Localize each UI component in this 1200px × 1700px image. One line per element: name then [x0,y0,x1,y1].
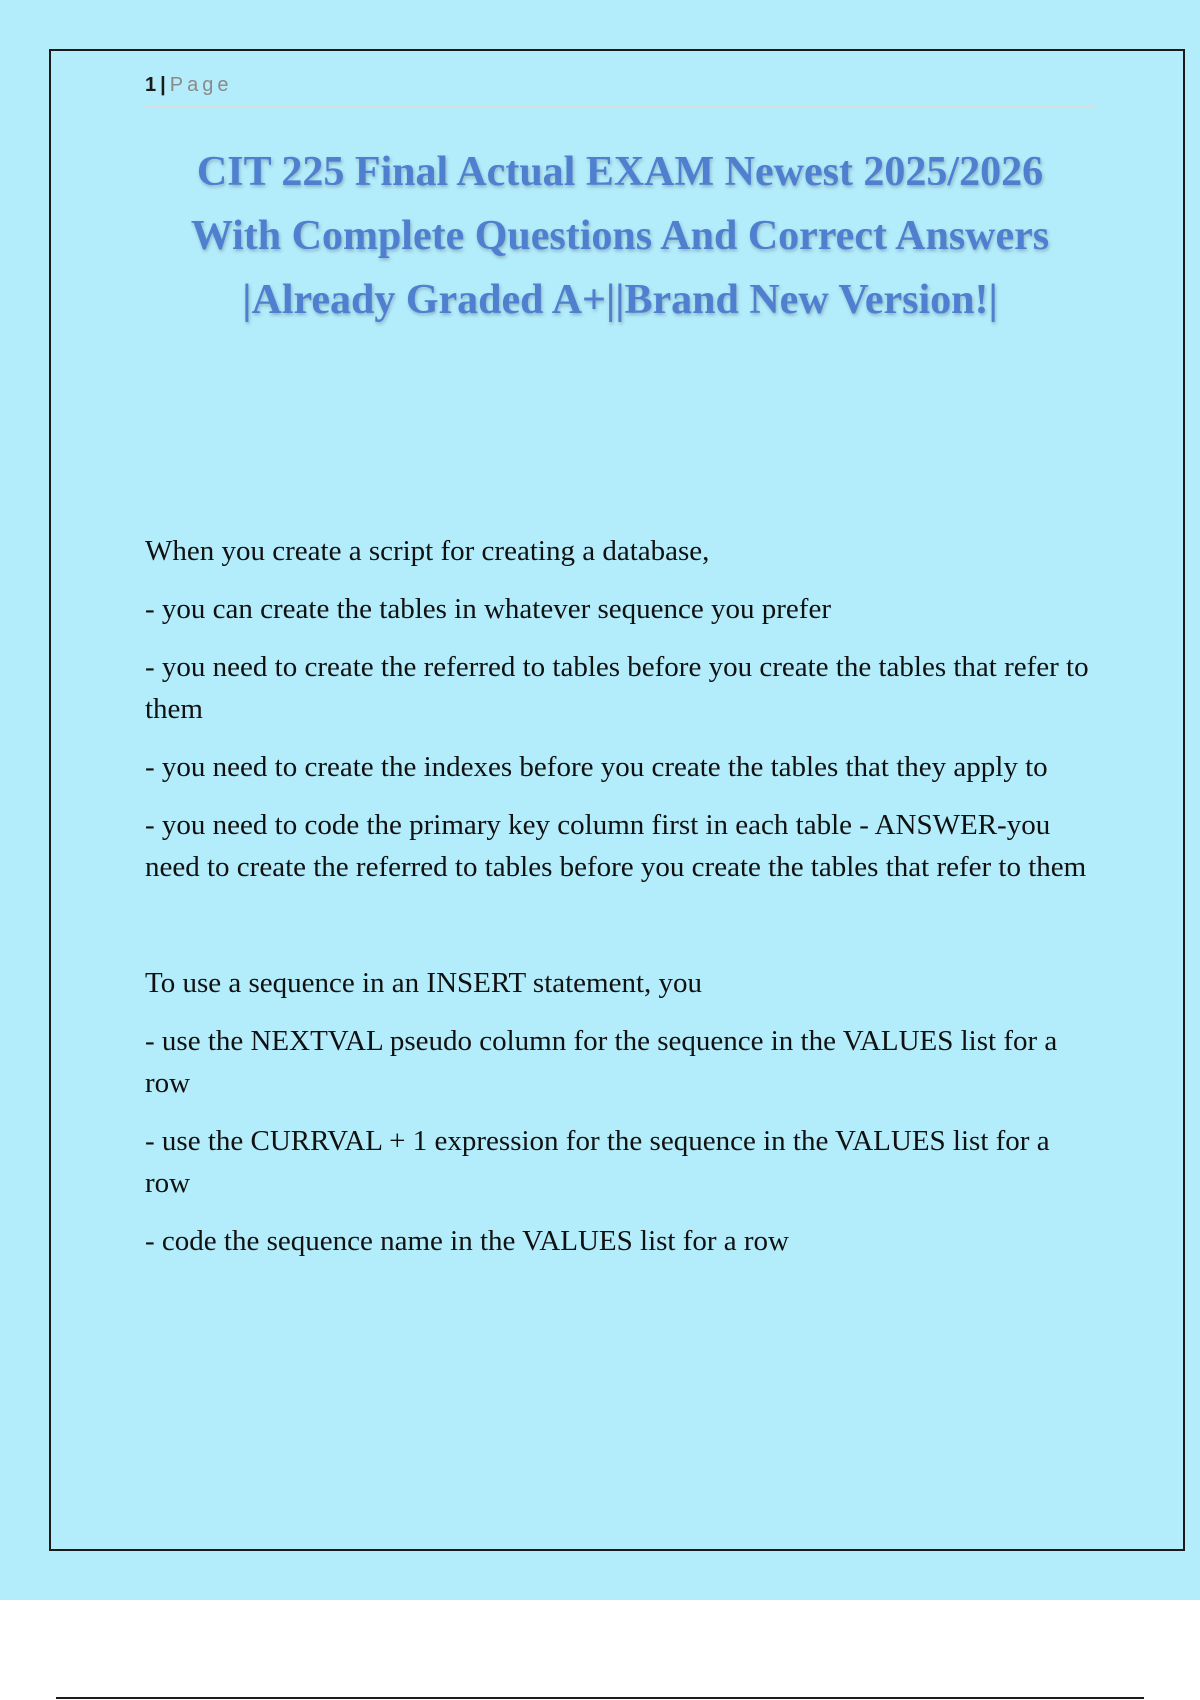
document-body [145,530,1095,1278]
question-option: - you need to create the referred to tables before you create the tables that refer to them [145,651,1089,725]
page-number: 1 [145,74,157,96]
question-stem: When you create a script for creating a database, [145,535,710,567]
question-option: - use the CURRVAL + 1 expression for the sequence in the VALUES list for a row [145,1125,1050,1199]
title-line: With Complete Questions And Correct Answers [190,213,1050,259]
question-block [145,530,1095,888]
question-option: - use the NEXTVAL pseudo column for the sequence in the VALUES list for a row [145,1025,1058,1099]
question-option-with-answer: - you need to code the primary key column first in each table - ANSWER-you need to create the referred to tables before you create the tables that refer to them [145,809,1087,883]
title-line: CIT 225 Final Actual EXAM Newest 2025/2026 [196,149,1044,195]
page-header [145,74,1095,107]
document-title [100,140,1140,332]
question-option: - you need to create the indexes before you create the tables that they apply to [145,751,1048,783]
question-spacer [145,904,1095,962]
question-option: - code the sequence name in the VALUES list for a row [145,1225,790,1257]
question-stem: To use a sequence in an INSERT statement, you [145,967,703,999]
header-separator: | [160,74,166,96]
next-page-top-rule [56,1697,1144,1699]
question-block [145,962,1095,1262]
title-line: |Already Graded A+||Brand New Version!| [242,277,998,323]
question-option: - you can create the tables in whatever sequence you prefer [145,593,831,625]
page-label: Page [169,74,233,96]
